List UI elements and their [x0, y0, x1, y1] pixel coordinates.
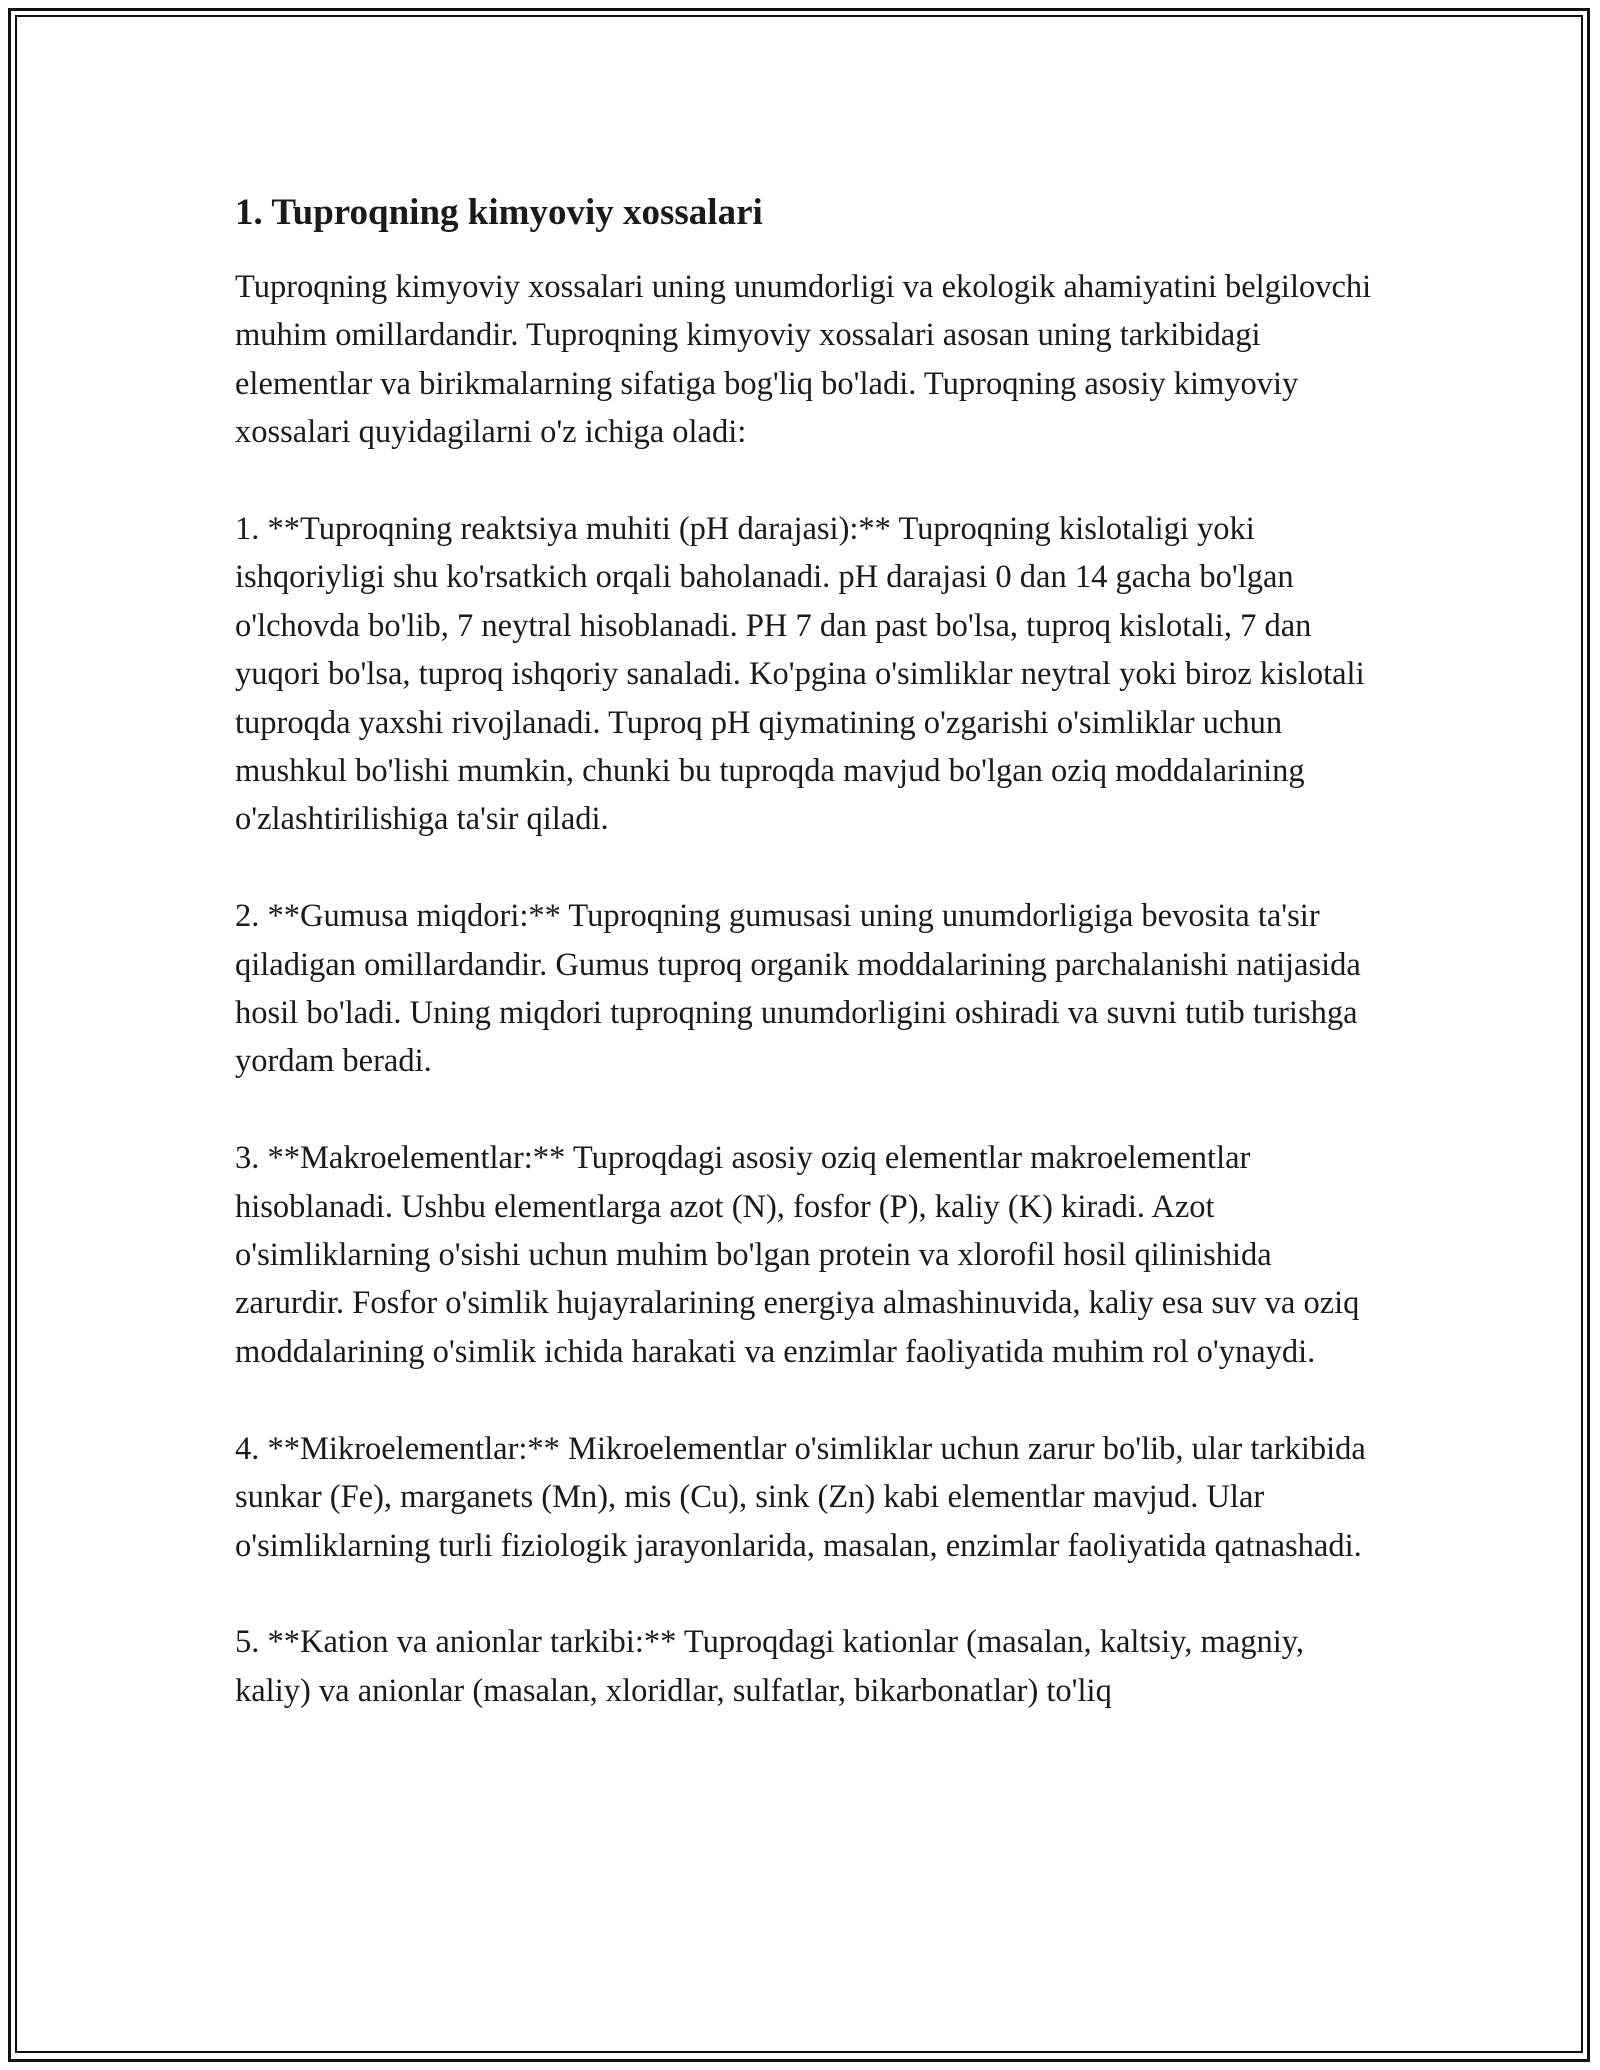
list-item-microelements: 4. **Mikroelementlar:** Mikroelementlar o'simliklar uchun zarur bo'lib, ular tarkibida sunkar (Fe), marganets (Mn), mis (Cu), sink (Zn) kabi elementlar mavjud. Ular o'simliklarning turli fiziologik jarayonlarida, masalan, enzimlar faoliyatida qatnashadi.: [235, 1430, 1366, 1564]
list-item-macroelements: 3. **Makroelementlar:** Tuproqdagi asosiy oziq elementlar makroelementlar hisoblanadi. Ushbu elementlarga azot (N), fosfor (P), kaliy (K) kiradi. Azot o'simliklarning o'sishi uchun muhim bo'lgan protein va xlorofil hosil qilinishida zarurdir. Fosfor o'simlik hujayralarining energiya almashinuvida, kaliy esa suv va oziq moddalarining o'simlik ichida harakati va enzimlar faoliyatida muhim rol o'ynaydi.: [235, 1140, 1360, 1370]
document-body: [235, 185, 1375, 1764]
list-item-ph: 1. **Tuproqning reaktsiya muhiti (pH darajasi):** Tuproqning kislotaligi yoki ishqoriyligi shu ko'rsatkich orqali baholanadi. pH darajasi 0 dan 14 gacha bo'lgan o'lchovda bo'lib, 7 neytral hisoblanadi. PH 7 dan past bo'lsa, tuproq kislotali, 7 dan yuqori bo'lsa, tuproq ishqoriy sanaladi. Ko'pgina o'simliklar neytral yoki biroz kislotali tuproqda yaxshi rivojlanadi. Tuproq pH qiymatining o'zgarishi o'simliklar uchun mushkul bo'lishi mumkin, chunki bu tuproqda mavjud bo'lgan oziq moddalarining o'zlashtirilishiga ta'sir qiladi.: [235, 511, 1365, 838]
intro-paragraph: Tuproqning kimyoviy xossalari uning unumdorligi va ekologik ahamiyatini belgilovchi muhim omillardandir. Tuproqning kimyoviy xossalari asosan uning tarkibidagi elementlar va birikmalarning sifatiga bog'liq bo'ladi. Tuproqning asosiy kimyoviy xossalari quyidagilarni o'z ichiga oladi:: [235, 269, 1372, 451]
section-heading: 1. Tuproqning kimyoviy xossalari: [235, 192, 763, 233]
list-item-humus: 2. **Gumusa miqdori:** Tuproqning gumusasi uning unumdorligiga bevosita ta'sir qiladigan omillardandir. Gumus tuproq organik moddalarining parchalanishi natijasida hosil bo'ladi. Uning miqdori tuproqning unumdorligini oshiradi va suvni tutib turishga yordam beradi.: [235, 898, 1361, 1080]
list-item-cations-anions: 5. **Kation va anionlar tarkibi:** Tuproqdagi kationlar (masalan, kaltsiy, magniy, kaliy) va anionlar (masalan, xloridlar, sulfatlar, bikarbonatlar) to'liq: [235, 1624, 1304, 1709]
